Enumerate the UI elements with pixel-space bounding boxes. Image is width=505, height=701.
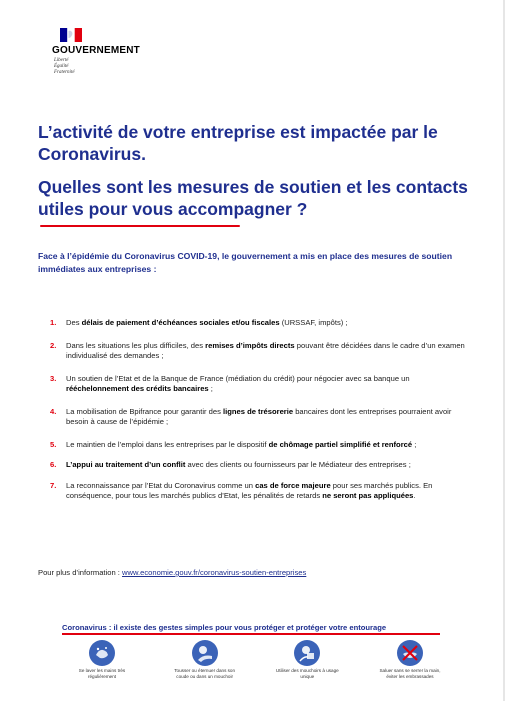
cough-elbow-icon	[192, 640, 218, 666]
hand-wash-icon	[89, 640, 115, 666]
measure-text: (URSSAF, impôts) ;	[279, 318, 348, 327]
gesture-item	[271, 640, 343, 680]
gesture-label: Se laver les mains très régulièrement	[78, 668, 126, 679]
measure-item	[50, 460, 470, 471]
measure-number: 3.	[50, 373, 57, 383]
measure-item	[50, 374, 470, 395]
measure-text: pouvant être décidées dans le cadre d’un examen individualisé des demandes ;	[66, 340, 465, 360]
marianne-flag-icon	[60, 28, 82, 42]
motto-line: Égalité	[54, 64, 69, 69]
measure-highlight: de chômage partiel simplifié et renforcé	[268, 439, 413, 449]
measure-highlight: cas de force majeure	[255, 480, 331, 490]
measures-list	[50, 318, 470, 502]
measure-number: 1.	[50, 318, 57, 327]
page-title: L’activité de votre entreprise est impactée par le Coronavirus.	[38, 122, 438, 164]
org-name: GOUVERNEMENT	[52, 45, 140, 56]
measure-highlight: ne seront pas appliquées	[322, 491, 414, 500]
no-handshake-icon	[397, 640, 423, 666]
measure-text: La reconnaissance par l’Etat du Coronavirus comme un	[66, 480, 256, 490]
measure-item	[50, 481, 470, 502]
gesture-item	[66, 640, 138, 680]
measure-highlight: rééchelonnement des crédits bancaires	[66, 384, 209, 393]
measure-number: 2.	[50, 340, 57, 350]
tissue-icon	[294, 640, 320, 666]
info-link[interactable]: www.economie.gouv.fr/coronavirus-soutien-entreprises	[122, 568, 307, 577]
gesture-item	[374, 640, 446, 680]
measure-item	[50, 440, 470, 451]
more-info	[38, 568, 306, 577]
measure-text: Le maintien de l’emploi dans les entreprises par le dispositif	[66, 439, 269, 449]
motto-line: Liberté	[54, 58, 69, 63]
measure-text: .	[413, 491, 416, 500]
gesture-item	[169, 640, 241, 680]
measure-text: La mobilisation de Bpifrance pour garantir des	[66, 406, 224, 416]
measure-highlight: lignes de trésorerie	[223, 406, 294, 416]
page-subtitle: Quelles sont les mesures de soutien et les contacts utiles pour vous accompagner ?	[38, 177, 468, 219]
more-info-label: Pour plus d’information :	[38, 568, 122, 577]
measure-text: Des	[66, 318, 82, 327]
measure-number: 5.	[50, 439, 57, 449]
gesture-label: Utiliser des mouchoirs à usage unique	[275, 668, 339, 679]
measure-text: avec des clients ou fournisseurs par le Médiateur des entreprises ;	[185, 460, 411, 469]
measure-text: ;	[412, 439, 417, 449]
footer-title: Coronavirus : il existe des gestes simples pour vous protéger et protéger votre entourage	[62, 623, 387, 632]
motto	[54, 58, 75, 76]
gesture-label: Tousser ou éternuer dans son coude ou dans un mouchoir	[174, 668, 236, 679]
measure-item	[50, 318, 470, 329]
measure-text: Dans les situations les plus difficiles, des	[66, 340, 206, 350]
measure-highlight: remises d’impôts directs	[205, 340, 295, 350]
measure-highlight: L’appui au traitement d’un conflit	[66, 460, 186, 469]
measure-text: pour ses marchés publics. En conséquence, pour tous les marchés publics d’Etat, les pénalités de retards	[66, 480, 433, 500]
measure-text: bancaires dont les entreprises pourraient avoir besoin à cause de l’épidémie ;	[66, 406, 452, 426]
measure-item	[50, 341, 470, 362]
footer-divider	[62, 633, 440, 635]
gestures-row	[66, 640, 446, 680]
measure-text: Un soutien de l’Etat et de la Banque de France (médiation du crédit) pour négocier avec sa banque un	[66, 373, 410, 383]
title-underline	[40, 225, 240, 227]
measure-number: 7.	[50, 480, 57, 490]
measure-number: 4.	[50, 406, 57, 416]
gesture-label: Saluer sans se serrer la main, éviter les embrassades	[379, 668, 441, 679]
measure-highlight: délais de paiement d’échéances sociales et/ou fiscales	[81, 318, 280, 327]
measure-text: ;	[208, 384, 213, 393]
measure-item	[50, 407, 470, 428]
motto-line: Fraternité	[54, 70, 75, 75]
intro-text: Face à l’épidémie du Coronavirus COVID-19, le gouvernement a mis en place des mesures de soutien immédiates aux entreprises :	[38, 251, 453, 274]
measure-number: 6.	[50, 460, 57, 469]
